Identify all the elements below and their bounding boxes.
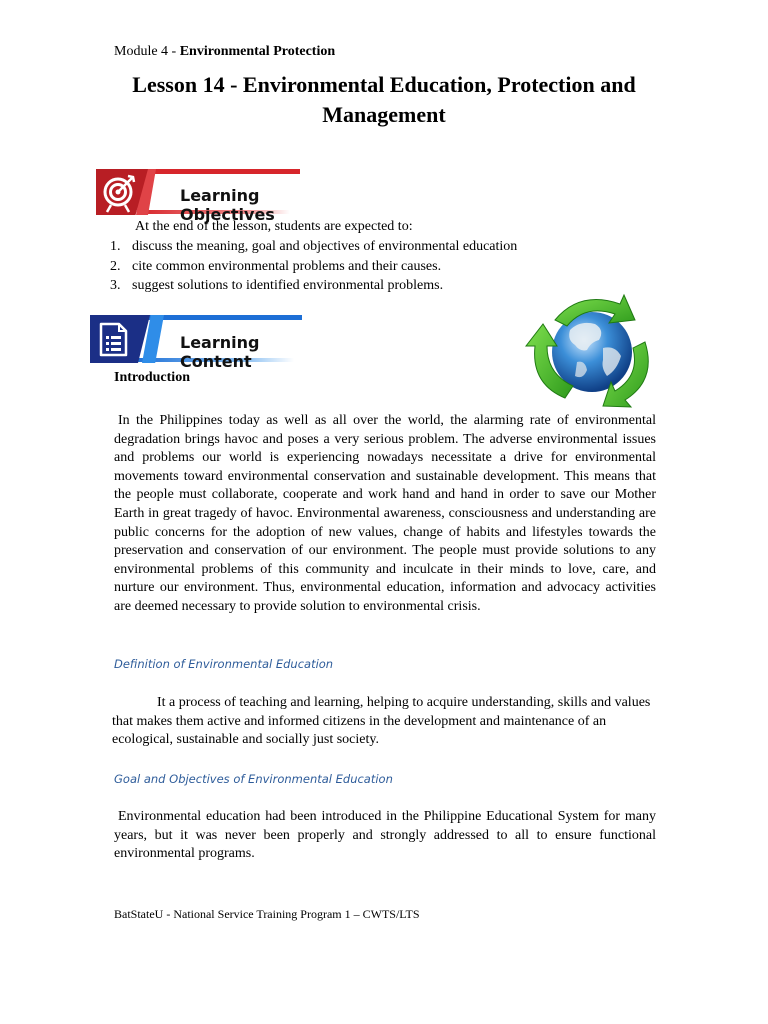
page-footer: BatStateU - National Service Training Program 1 – CWTS/LTS <box>114 907 420 921</box>
definition-heading: Definition of Environmental Education <box>114 657 334 671</box>
item-number: 3. <box>110 278 121 293</box>
introduction-heading: Introduction <box>114 370 190 385</box>
learning-objectives-banner <box>96 169 300 224</box>
lesson-title: Lesson 14 - Environmental Education, Protection and Management <box>132 72 636 127</box>
recycle-globe-icon <box>525 290 660 412</box>
item-number: 2. <box>110 258 121 274</box>
learning-objectives-label: Learning Objectives <box>180 186 275 224</box>
objectives-intro: At the end of the lesson, students are expected to: <box>135 219 413 234</box>
definition-paragraph: It a process of teaching and learning, helping to acquire understanding, skills and values that makes them active and informed citizens in the development and maintenance of an ecological, sustainable and socially just society. <box>112 695 651 748</box>
list-item <box>110 257 517 277</box>
item-text: suggest solutions to identified environmental problems. <box>132 278 444 293</box>
goal-objectives-heading: Goal and Objectives of Environmental Education <box>114 772 393 786</box>
target-icon <box>96 169 140 215</box>
list-item <box>110 237 517 257</box>
learning-content-label: Learning Content <box>180 333 260 371</box>
objectives-list <box>110 237 517 296</box>
module-header <box>114 44 335 60</box>
banner-icon-box <box>90 315 150 363</box>
item-number: 1. <box>110 239 121 254</box>
item-text: cite common environmental problems and their causes. <box>132 258 442 274</box>
document-list-icon <box>90 315 138 363</box>
item-text: discuss the meaning, goal and objectives of environmental education <box>132 239 518 254</box>
module-prefix: Module 4 - <box>114 44 180 59</box>
module-name: Environmental Protection <box>179 44 336 59</box>
goal-paragraph: Environmental education had been introduced in the Philippine Educational System for many years, but it was never been properly and strongly addressed to all to ensure functional environmental programs. <box>114 809 656 862</box>
list-item <box>110 276 517 296</box>
introduction-paragraph: In the Philippines today as well as all over the world, the alarming rate of environmental degradation brings havoc and poses a very serious problem. The adverse environmental issues and problems our world is experiencing nowadays necessitate a drive for environmental movements toward environmental conservation and sustainable development. This means that the people must collaborate, cooperate and work hand and hand in order to save our Mother Earth in great tragedy of havoc. Environmental awareness, consciousness and understanding are public concerns for the adoption of new values, change of habits and lifestyles towards the preservation and conservation of our environment. The people must provide solutions to any environmental problems of this community and inculcate in their minds to love, care, and nurture our environment. Thus, environmental education, information and advocacy activities are deemed necessary to provide solution to environmental crisis. <box>114 413 656 614</box>
learning-content-banner <box>90 315 302 371</box>
